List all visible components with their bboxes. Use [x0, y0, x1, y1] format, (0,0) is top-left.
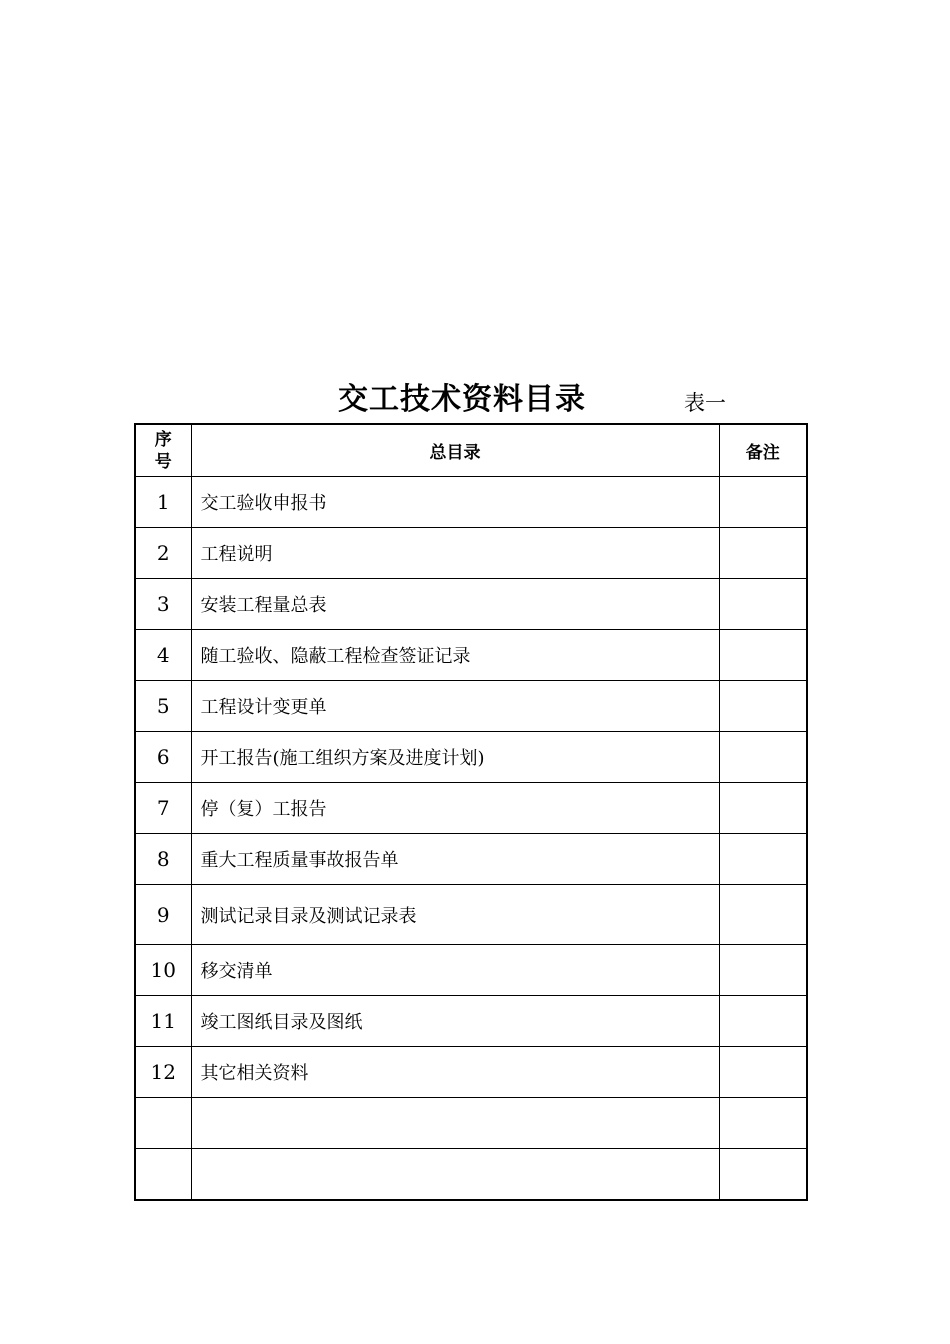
- row-item: [191, 1098, 719, 1149]
- table-row: [135, 579, 807, 630]
- row-item: 其它相关资料: [191, 1047, 719, 1098]
- table-row: [135, 477, 807, 528]
- row-item: 工程说明: [191, 528, 719, 579]
- table-label: 表一: [684, 391, 726, 415]
- contents-table: [134, 423, 808, 1201]
- table-row: [135, 1098, 807, 1149]
- row-item: 随工验收、隐蔽工程检查签证记录: [191, 630, 719, 681]
- row-item: 安装工程量总表: [191, 579, 719, 630]
- row-item: 工程设计变更单: [191, 681, 719, 732]
- row-number: 9: [135, 885, 191, 945]
- row-item: 竣工图纸目录及图纸: [191, 996, 719, 1047]
- table-row: [135, 630, 807, 681]
- row-number: [135, 1098, 191, 1149]
- row-item: 交工验收申报书: [191, 477, 719, 528]
- row-item: 停（复）工报告: [191, 783, 719, 834]
- header-content: 总目录: [191, 424, 719, 477]
- row-item: 测试记录目录及测试记录表: [191, 885, 719, 945]
- row-number: 6: [135, 732, 191, 783]
- row-item: 开工报告(施工组织方案及进度计划): [191, 732, 719, 783]
- row-number: 12: [135, 1047, 191, 1098]
- table-row: [135, 885, 807, 945]
- table-row: [135, 681, 807, 732]
- row-number: 8: [135, 834, 191, 885]
- row-item: [191, 1149, 719, 1200]
- table-row: [135, 1047, 807, 1098]
- row-remark: [719, 1047, 807, 1098]
- table-row: [135, 528, 807, 579]
- row-remark: [719, 630, 807, 681]
- document-title: 交工技术资料目录: [338, 382, 586, 417]
- table-row: [135, 1149, 807, 1200]
- row-number: [135, 1149, 191, 1200]
- table-row: [135, 834, 807, 885]
- header-seq: [135, 424, 191, 477]
- row-remark: [719, 1149, 807, 1200]
- table-row: [135, 783, 807, 834]
- row-number: 11: [135, 996, 191, 1047]
- row-remark: [719, 477, 807, 528]
- row-remark: [719, 681, 807, 732]
- header-row: [135, 424, 807, 477]
- row-remark: [719, 996, 807, 1047]
- row-remark: [719, 579, 807, 630]
- row-remark: [719, 783, 807, 834]
- header-seq-line2: 号: [154, 451, 172, 472]
- row-number: 1: [135, 477, 191, 528]
- row-item: 移交清单: [191, 945, 719, 996]
- row-remark: [719, 528, 807, 579]
- table-row: [135, 996, 807, 1047]
- row-item: 重大工程质量事故报告单: [191, 834, 719, 885]
- row-number: 2: [135, 528, 191, 579]
- row-remark: [719, 834, 807, 885]
- table-row: [135, 945, 807, 996]
- row-number: 4: [135, 630, 191, 681]
- header-seq-line1: 序: [154, 429, 172, 450]
- table-row: [135, 732, 807, 783]
- row-number: 3: [135, 579, 191, 630]
- row-remark: [719, 732, 807, 783]
- row-remark: [719, 885, 807, 945]
- header-remarks: 备注: [719, 424, 807, 477]
- row-remark: [719, 1098, 807, 1149]
- row-number: 7: [135, 783, 191, 834]
- row-remark: [719, 945, 807, 996]
- row-number: 10: [135, 945, 191, 996]
- row-number: 5: [135, 681, 191, 732]
